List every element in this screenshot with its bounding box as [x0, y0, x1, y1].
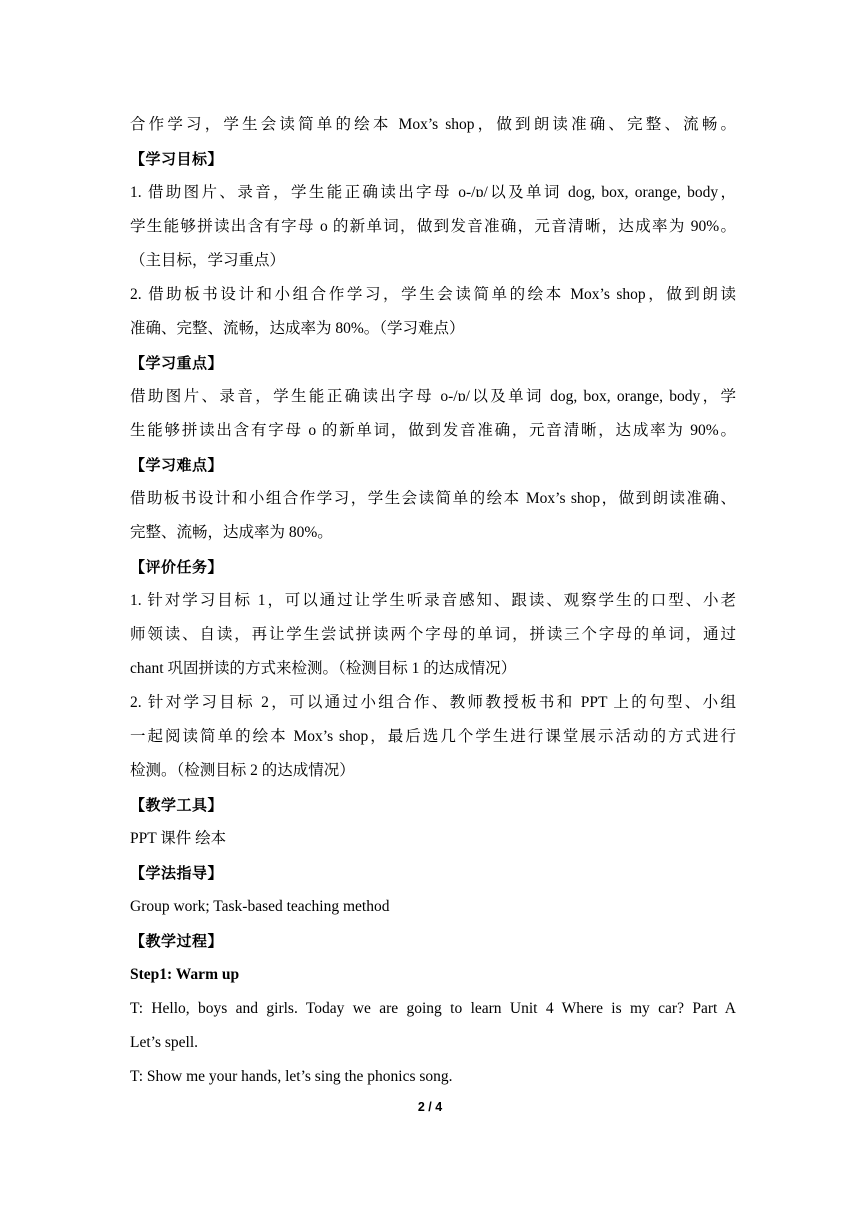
key-points-line: 生能够拼读出含有字母 o 的新单词，做到发音准确，元音清晰，达成率为 90%。 — [130, 422, 736, 439]
evaluation-line: 师领读、自读，再让学生尝试拼读两个字母的单词，拼读三个字母的单词，通过 — [130, 626, 736, 643]
objective-line: 2. 借助板书设计和小组合作学习，学生会读简单的绘本 Mox’s shop，做到朗读 — [130, 286, 736, 303]
evaluation-line: 1. 针对学习目标 1，可以通过让学生听录音感知、跟读、观察学生的口型、小老 — [130, 592, 736, 609]
step-title: Step1: Warm up — [130, 966, 240, 983]
objective-line: 1. 借助图片、录音，学生能正确读出字母 o-/ɒ/以及单词 dog, box, orange, body， — [130, 184, 736, 201]
evaluation-tasks-heading: 【评价任务】 — [130, 558, 224, 576]
teaching-tools-line: PPT 课件 绘本 — [130, 830, 227, 847]
key-points-line: 借助图片、录音，学生能正确读出字母 o-/ɒ/以及单词 dog, box, orange, body，学 — [130, 388, 736, 405]
document-body — [130, 108, 736, 1094]
objective-line: 准确、完整、流畅，达成率为 80%。（学习难点） — [130, 320, 465, 337]
difficulties-heading: 【学习难点】 — [130, 456, 224, 474]
evaluation-line: 检测。（检测目标 2 的达成情况） — [130, 762, 355, 779]
process-line: Let’s spell. — [130, 1034, 199, 1051]
learning-method-line: Group work; Task-based teaching method — [130, 898, 390, 915]
difficulties-line: 完整、流畅，达成率为 80%。 — [130, 524, 333, 541]
key-points-heading: 【学习重点】 — [130, 354, 224, 372]
intro-line: 合作学习，学生会读简单的绘本 Mox’s shop，做到朗读准确、完整、流畅。 — [130, 116, 736, 133]
learning-method-heading: 【学法指导】 — [130, 864, 224, 882]
page-number: 2 / 4 — [417, 1100, 443, 1114]
teaching-process-heading: 【教学过程】 — [130, 932, 224, 950]
process-line: T: Hello, boys and girls. Today we are going to learn Unit 4 Where is my car? Part A — [130, 1000, 736, 1017]
objective-line: 学生能够拼读出含有字母 o 的新单词，做到发音准确，元音清晰，达成率为 90%。 — [130, 218, 736, 235]
difficulties-line: 借助板书设计和小组合作学习，学生会读简单的绘本 Mox’s shop，做到朗读准确、 — [130, 490, 736, 507]
evaluation-line: chant 巩固拼读的方式来检测。（检测目标 1 的达成情况） — [130, 660, 517, 677]
learning-objectives-heading: 【学习目标】 — [130, 150, 224, 168]
evaluation-line: 2. 针对学习目标 2，可以通过小组合作、教师教授板书和 PPT 上的句型、小组 — [130, 694, 736, 711]
evaluation-line: 一起阅读简单的绘本 Mox’s shop，最后选几个学生进行课堂展示活动的方式进行 — [130, 728, 736, 745]
process-line: T: Show me your hands, let’s sing the phonics song. — [130, 1068, 453, 1085]
objective-line: （主目标，学习重点） — [130, 252, 286, 269]
teaching-tools-heading: 【教学工具】 — [130, 796, 224, 814]
